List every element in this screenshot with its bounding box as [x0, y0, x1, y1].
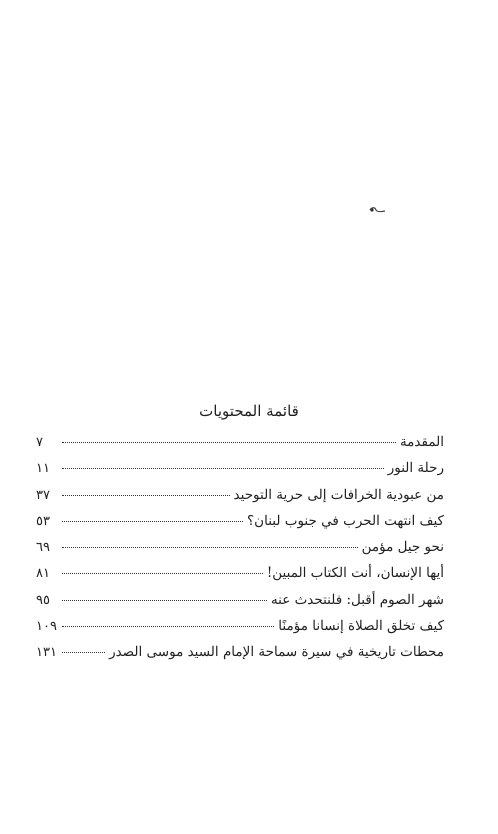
toc-entry-page: ١١	[36, 461, 50, 477]
toc-leader-dots	[62, 626, 274, 627]
toc-entry	[36, 487, 444, 513]
toc-entry	[36, 460, 444, 486]
toc-list	[36, 434, 444, 671]
toc-entry-title: رحلة النور	[387, 460, 444, 477]
toc-entry	[36, 513, 444, 539]
toc-leader-dots	[62, 468, 384, 469]
toc-leader-dots	[62, 495, 230, 496]
toc-leader-dots	[62, 547, 358, 548]
toc-entry-page: ٣٧	[36, 487, 50, 503]
toc-entry-title: شهر الصوم أقبل: فلنتحدث عنه	[270, 591, 444, 608]
toc-entry	[36, 592, 444, 618]
toc-entry-title: نحو جيل مؤمن	[361, 539, 444, 556]
toc-leader-dots	[62, 652, 105, 653]
toc-entry-title: كيف تخلق الصلاة إنسانا مؤمنًا	[278, 618, 444, 635]
toc-entry	[36, 618, 444, 644]
toc-leader-dots	[62, 442, 396, 443]
toc-entry-page: ٥٣	[36, 513, 50, 529]
toc-leader-dots	[62, 521, 243, 522]
toc-entry	[36, 539, 444, 565]
ink-mark-icon	[368, 205, 388, 215]
toc-entry-page: ١٣١	[36, 645, 57, 661]
toc-entry-page: ٩٥	[36, 592, 50, 608]
toc-entry	[36, 434, 444, 460]
toc-entry-page: ٨١	[36, 566, 50, 582]
toc-entry-page: ٧	[36, 435, 43, 450]
toc-title: قائمة المحتويات	[199, 402, 299, 420]
toc-leader-dots	[62, 573, 263, 574]
toc-entry-title: أيها الإنسان، أنت الكتاب المبين!	[266, 565, 444, 582]
toc-entry-page: ١٠٩	[36, 619, 57, 635]
toc-entry-title: كيف انتهت الحرب في جنوب لبنان؟	[247, 512, 444, 529]
toc-entry	[36, 565, 444, 591]
toc-entry-title: محطات تاريخية في سيرة سماحة الإمام السيد موسى الصدر	[109, 644, 444, 661]
toc-entry-title: من عبودية الخرافات إلى حرية التوحيد	[233, 486, 444, 503]
toc-leader-dots	[62, 600, 267, 601]
toc-entry-title: المقدمة	[399, 434, 444, 450]
toc-entry-page: ٦٩	[36, 540, 50, 556]
toc-entry	[36, 644, 444, 670]
